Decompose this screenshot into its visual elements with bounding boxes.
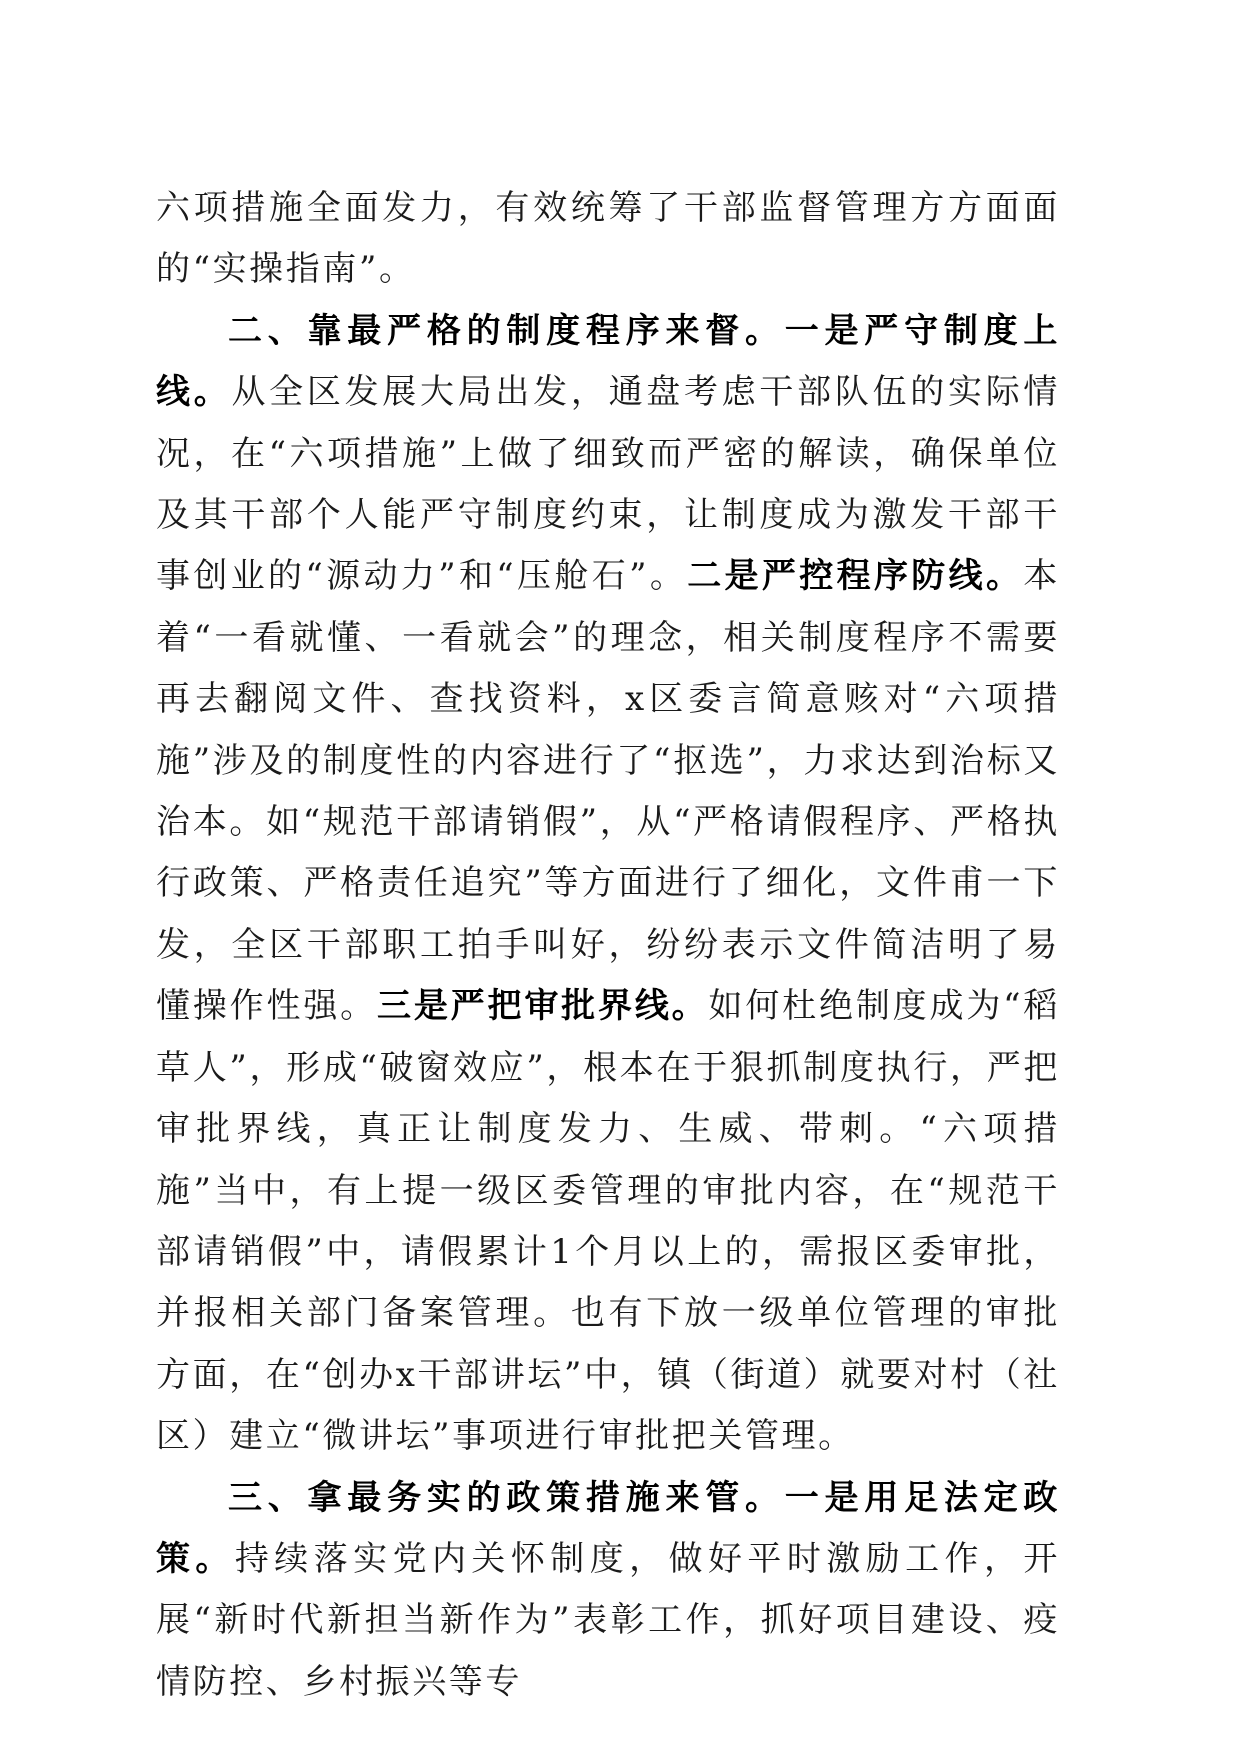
subheading: 二是严控程序防线。 — [687, 556, 1024, 597]
section-heading-3: 三、拿最务实的政策措施来管。一是用足法定政策。 — [156, 1477, 1060, 1579]
paragraph-3 — [156, 1468, 1060, 1714]
body-text: 如何杜绝制度成为“稻草人”，形成“破窗效应”，根本在于狠抓制度执行，严把审批界线，真正让制度发力、生威、带刺。“六项措施”当中，有上提一级区委管理的审批内容，在“规范干部请销假”中，请假累计1个月以上的，需报区委审批，并报相关部门备案管理。也有下放一级单位管理的审批方面，在“创办x干部讲坛”中，镇（街道）就要对村（社区）建立“微讲坛”事项进行审批把关管理。 — [156, 986, 1060, 1457]
document-body — [156, 178, 1060, 1713]
paragraph-2 — [156, 301, 1060, 1468]
subheading: 三是严把审批界线。 — [377, 986, 709, 1027]
body-text: 持续落实党内关怀制度，做好平时激励工作，开展“新时代新担当新作为”表彰工作，抓好项目建设、疫情防控、乡村振兴等专 — [156, 1538, 1060, 1702]
body-text: 本着“一看就懂、一看就会”的理念，相关制度程序不需要再去翻阅文件、查找资料，x区委言简意赅对“六项措施”涉及的制度性的内容进行了“抠选”，力求达到治标又治本。如“规范干部请销假”，从“严格请假程序、严格执行政策、严格责任追究”等方面进行了细化，文件甫一下发，全区干部职工拍手叫好，纷纷表示文件简洁明了易懂操作性强。 — [156, 556, 1060, 1027]
body-text: 六项措施全面发力，有效统筹了干部监督管理方方面面的“实操指南”。 — [156, 188, 1060, 290]
section-heading-2: 二、靠最严格的制度程序来督。一是严守制度上线。 — [156, 310, 1060, 413]
body-text: 从全区发展大局出发，通盘考虑干部队伍的实际情况，在“六项措施”上做了细致而严密的解读，确保单位及其干部个人能严守制度约束，让制度成为激发干部干事创业的“源动力”和“压舱石”。 — [156, 372, 1061, 597]
paragraph-1 — [156, 178, 1060, 301]
